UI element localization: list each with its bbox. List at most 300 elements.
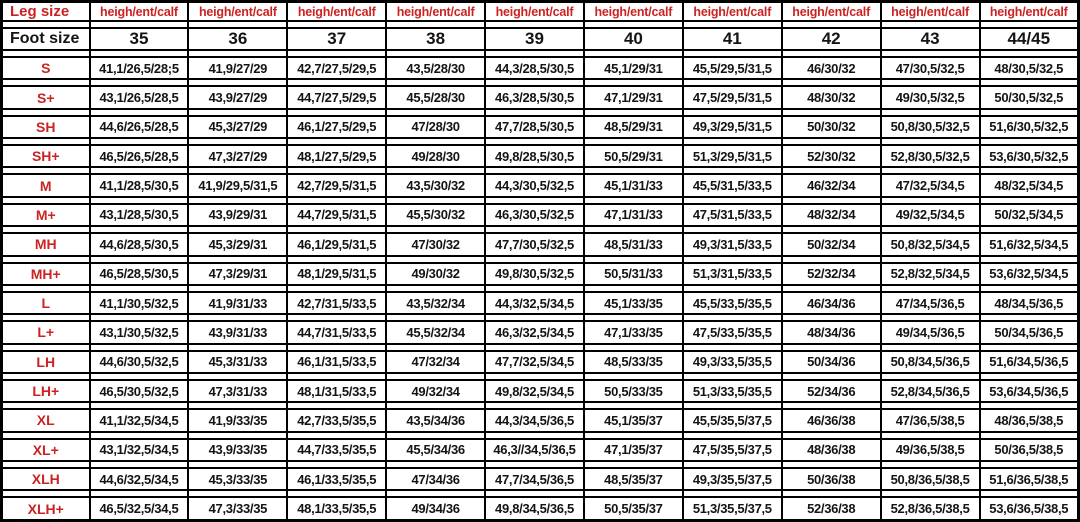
data-row [2,497,1079,520]
spacer-cell [2,490,90,497]
row-label: LH [2,351,90,373]
row-label: SH [2,116,90,138]
spacer-row [2,79,1079,86]
foot-size-value: 42 [782,28,881,50]
spacer-cell [980,167,1079,174]
spacer-cell [386,138,485,145]
data-row [2,468,1079,490]
spacer-cell [683,138,782,145]
row-label: M [2,174,90,196]
row-label: XL [2,409,90,431]
spacer-row [2,314,1079,321]
size-cell: 47,3/31/33 [188,380,287,402]
spacer-cell [881,461,980,468]
spacer-cell [287,314,386,321]
size-cell: 42,7/27,5/29,5 [287,57,386,79]
spacer-cell [683,226,782,233]
spacer-cell [782,285,881,292]
row-label: S+ [2,86,90,108]
size-cell: 48,5/31/33 [584,233,683,255]
foot-size-value: 44/45 [980,28,1079,50]
spacer-cell [782,167,881,174]
size-cell: 47,1/31/33 [584,204,683,226]
size-cell: 47,5/29,5/31,5 [683,86,782,108]
size-cell: 53,6/30,5/32,5 [980,145,1079,167]
size-cell: 50/32/34 [782,233,881,255]
size-cell: 46,1/31,5/33,5 [287,351,386,373]
leg-size-header: Leg size [2,2,90,22]
size-cell: 48/34/36 [782,321,881,343]
size-cell: 47/36,5/38,5 [881,409,980,431]
foot-size-value: 36 [188,28,287,50]
spacer-cell [485,197,584,204]
spacer-cell [485,50,584,57]
size-cell: 48/30,5/32,5 [980,57,1079,79]
spacer-cell [683,461,782,468]
foot-size-value: 43 [881,28,980,50]
spacer-cell [881,432,980,439]
spacer-cell [782,432,881,439]
size-cell: 43,1/28,5/30,5 [90,204,189,226]
foot-size-value: 40 [584,28,683,50]
size-cell: 46,3/32,5/34,5 [485,321,584,343]
size-cell: 46/30/32 [782,57,881,79]
spacer-cell [485,285,584,292]
spacer-cell [2,21,90,28]
spacer-cell [386,373,485,380]
spacer-cell [90,79,189,86]
spacer-cell [386,197,485,204]
spacer-cell [2,285,90,292]
spacer-cell [287,197,386,204]
size-cell: 44,6/28,5/30,5 [90,233,189,255]
spacer-cell [287,461,386,468]
size-cell: 43,9/31/33 [188,321,287,343]
size-cell: 46,3//34,5/36,5 [485,439,584,461]
size-cell: 48,1/31,5/33,5 [287,380,386,402]
foot-size-value: 38 [386,28,485,50]
spacer-cell [980,79,1079,86]
foot-size-value: 37 [287,28,386,50]
spacer-cell [2,373,90,380]
size-cell: 46/36/38 [782,409,881,431]
spacer-cell [980,344,1079,351]
size-cell: 48,5/29/31 [584,116,683,138]
spacer-cell [782,373,881,380]
size-cell: 41,1/26,5/28;5 [90,57,189,79]
measure-header: heigh/ent/calf [683,2,782,22]
spacer-cell [683,344,782,351]
size-cell: 47,1/33/35 [584,321,683,343]
spacer-cell [2,402,90,409]
spacer-cell [287,50,386,57]
measure-header: heigh/ent/calf [485,2,584,22]
size-cell: 45,5/29,5/31,5 [683,57,782,79]
size-cell: 45,3/31/33 [188,351,287,373]
data-row [2,116,1079,138]
size-cell: 51,6/36,5/38,5 [980,468,1079,490]
size-cell: 41,9/29,5/31,5 [188,174,287,196]
spacer-cell [386,432,485,439]
spacer-cell [584,79,683,86]
spacer-cell [782,50,881,57]
spacer-cell [683,197,782,204]
size-cell: 50/32,5/34,5 [980,204,1079,226]
size-cell: 43,5/30/32 [386,174,485,196]
row-label: SH+ [2,145,90,167]
spacer-cell [287,21,386,28]
spacer-cell [683,314,782,321]
spacer-cell [2,79,90,86]
data-row [2,263,1079,285]
spacer-cell [188,490,287,497]
foot-size-value: 41 [683,28,782,50]
spacer-cell [386,21,485,28]
spacer-cell [2,256,90,263]
size-cell: 45,5/33,5/35,5 [683,292,782,314]
spacer-cell [485,432,584,439]
spacer-cell [782,197,881,204]
size-cell: 44,3/34,5/36,5 [485,409,584,431]
spacer-cell [881,256,980,263]
data-row [2,409,1079,431]
size-cell: 49/34/36 [386,497,485,520]
spacer-cell [485,256,584,263]
size-cell: 50/36,5/38,5 [980,439,1079,461]
size-cell: 48/32/34 [782,204,881,226]
data-row [2,233,1079,255]
spacer-cell [584,109,683,116]
spacer-cell [188,402,287,409]
spacer-cell [287,432,386,439]
spacer-cell [782,256,881,263]
size-cell: 49/36,5/38,5 [881,439,980,461]
size-cell: 49,3/33,5/35,5 [683,351,782,373]
spacer-cell [782,344,881,351]
spacer-cell [980,461,1079,468]
size-cell: 49/34,5/36,5 [881,321,980,343]
size-cell: 47,5/33,5/35,5 [683,321,782,343]
spacer-cell [485,138,584,145]
row-label: MH+ [2,263,90,285]
spacer-row [2,402,1079,409]
size-cell: 45,5/35,5/37,5 [683,409,782,431]
spacer-cell [2,138,90,145]
size-cell: 44,6/32,5/34,5 [90,468,189,490]
spacer-cell [683,50,782,57]
spacer-cell [980,50,1079,57]
data-row [2,321,1079,343]
spacer-cell [287,138,386,145]
spacer-cell [287,226,386,233]
spacer-cell [881,21,980,28]
size-cell: 45,3/27/29 [188,116,287,138]
spacer-cell [881,167,980,174]
spacer-cell [2,167,90,174]
row-label: XLH+ [2,497,90,520]
spacer-cell [683,373,782,380]
foot-size-value: 35 [90,28,189,50]
data-row [2,86,1079,108]
size-cell: 45,5/28/30 [386,86,485,108]
size-cell: 43,5/28/30 [386,57,485,79]
size-cell: 48/36/38 [782,439,881,461]
spacer-cell [782,226,881,233]
spacer-cell [584,256,683,263]
measure-header: heigh/ent/calf [188,2,287,22]
spacer-cell [584,197,683,204]
spacer-cell [386,167,485,174]
data-row [2,204,1079,226]
spacer-cell [188,197,287,204]
size-cell: 48/30/32 [782,86,881,108]
spacer-cell [584,50,683,57]
spacer-cell [90,461,189,468]
spacer-cell [90,138,189,145]
spacer-cell [980,432,1079,439]
row-label: LH+ [2,380,90,402]
spacer-row [2,256,1079,263]
size-cell: 50,5/33/35 [584,380,683,402]
size-cell: 51,6/32,5/34,5 [980,233,1079,255]
size-cell: 50,5/35/37 [584,497,683,520]
size-cell: 48,1/27,5/29,5 [287,145,386,167]
spacer-cell [881,285,980,292]
spacer-row [2,461,1079,468]
spacer-cell [90,197,189,204]
spacer-cell [386,109,485,116]
size-cell: 49,8/30,5/32,5 [485,263,584,285]
spacer-cell [881,79,980,86]
spacer-cell [188,373,287,380]
size-cell: 43,1/30,5/32,5 [90,321,189,343]
size-cell: 52,8/30,5/32,5 [881,145,980,167]
spacer-cell [287,79,386,86]
size-cell: 50,8/32,5/34,5 [881,233,980,255]
spacer-cell [188,50,287,57]
data-row [2,439,1079,461]
foot-size-value: 39 [485,28,584,50]
size-cell: 51,3/35,5/37,5 [683,497,782,520]
spacer-cell [287,373,386,380]
size-cell: 46,5/32,5/34,5 [90,497,189,520]
spacer-cell [782,21,881,28]
spacer-cell [2,314,90,321]
size-cell: 48/34,5/36,5 [980,292,1079,314]
size-cell: 51,3/31,5/33,5 [683,263,782,285]
spacer-cell [980,490,1079,497]
size-cell: 51,6/34,5/36,5 [980,351,1079,373]
size-cell: 44,7/29,5/31,5 [287,204,386,226]
spacer-cell [980,402,1079,409]
size-cell: 43,9/33/35 [188,439,287,461]
size-cell: 48,5/33/35 [584,351,683,373]
size-cell: 42,7/31,5/33,5 [287,292,386,314]
size-cell: 45,5/32/34 [386,321,485,343]
spacer-cell [485,21,584,28]
spacer-cell [881,490,980,497]
size-cell: 47,7/30,5/32,5 [485,233,584,255]
spacer-row [2,226,1079,233]
spacer-cell [386,490,485,497]
row-label: XLH [2,468,90,490]
spacer-cell [584,226,683,233]
spacer-cell [188,432,287,439]
size-cell: 44,3/28,5/30,5 [485,57,584,79]
size-cell: 45,5/34/36 [386,439,485,461]
size-cell: 44,3/32,5/34,5 [485,292,584,314]
size-cell: 47/32,5/34,5 [881,174,980,196]
measure-header: heigh/ent/calf [782,2,881,22]
spacer-cell [188,138,287,145]
size-cell: 46/32/34 [782,174,881,196]
size-cell: 45,3/33/35 [188,468,287,490]
size-cell: 44,7/33,5/35,5 [287,439,386,461]
spacer-cell [881,402,980,409]
spacer-cell [2,197,90,204]
spacer-cell [188,461,287,468]
spacer-cell [584,373,683,380]
row-label: M+ [2,204,90,226]
spacer-cell [287,344,386,351]
size-cell: 50/30/32 [782,116,881,138]
spacer-cell [683,167,782,174]
size-cell: 42,7/29,5/31,5 [287,174,386,196]
size-cell: 43,1/26,5/28,5 [90,86,189,108]
spacer-cell [485,373,584,380]
size-cell: 45,1/31/33 [584,174,683,196]
size-cell: 49,8/34,5/36,5 [485,497,584,520]
spacer-row [2,138,1079,145]
spacer-cell [386,314,485,321]
spacer-cell [782,79,881,86]
spacer-cell [584,490,683,497]
size-cell: 50/34/36 [782,351,881,373]
size-cell: 43,1/32,5/34,5 [90,439,189,461]
row-label: S [2,57,90,79]
spacer-cell [683,21,782,28]
size-chart-head [2,2,1079,51]
size-cell: 50,8/36,5/38,5 [881,468,980,490]
size-cell: 49,8/28,5/30,5 [485,145,584,167]
size-cell: 50,5/29/31 [584,145,683,167]
data-row [2,145,1079,167]
spacer-cell [584,167,683,174]
spacer-cell [485,402,584,409]
size-cell: 44,7/31,5/33,5 [287,321,386,343]
spacer-cell [485,461,584,468]
size-cell: 44,7/27,5/29,5 [287,86,386,108]
size-cell: 47,1/35/37 [584,439,683,461]
size-cell: 52,8/32,5/34,5 [881,263,980,285]
spacer-row [2,344,1079,351]
size-cell: 46,3/28,5/30,5 [485,86,584,108]
size-cell: 43,5/32/34 [386,292,485,314]
spacer-cell [881,109,980,116]
size-cell: 45,5/30/32 [386,204,485,226]
size-cell: 50,8/30,5/32,5 [881,116,980,138]
spacer-cell [683,285,782,292]
foot-size-header: Foot size [2,28,90,50]
spacer-cell [287,285,386,292]
data-row [2,174,1079,196]
spacer-row [2,21,1079,28]
size-cell: 49/30/32 [386,263,485,285]
size-cell: 46,1/33,5/35,5 [287,468,386,490]
spacer-cell [584,138,683,145]
size-cell: 47,5/35,5/37,5 [683,439,782,461]
size-cell: 44,3/30,5/32,5 [485,174,584,196]
spacer-cell [485,109,584,116]
spacer-cell [584,402,683,409]
spacer-cell [188,344,287,351]
measure-header: heigh/ent/calf [386,2,485,22]
spacer-cell [90,490,189,497]
size-cell: 47,3/27/29 [188,145,287,167]
spacer-cell [881,138,980,145]
size-cell: 41,1/28,5/30,5 [90,174,189,196]
size-cell: 45,1/29/31 [584,57,683,79]
size-cell: 49/30,5/32,5 [881,86,980,108]
size-cell: 52/36/38 [782,497,881,520]
spacer-cell [782,402,881,409]
row-label: L+ [2,321,90,343]
spacer-cell [683,490,782,497]
size-cell: 49,3/35,5/37,5 [683,468,782,490]
size-cell: 41,1/32,5/34,5 [90,409,189,431]
spacer-cell [980,314,1079,321]
size-cell: 50/34,5/36,5 [980,321,1079,343]
size-cell: 48/36,5/38,5 [980,409,1079,431]
spacer-cell [584,432,683,439]
size-cell: 46,5/28,5/30,5 [90,263,189,285]
size-cell: 50/30,5/32,5 [980,86,1079,108]
size-cell: 46/34/36 [782,292,881,314]
data-row [2,380,1079,402]
size-cell: 50,5/31/33 [584,263,683,285]
size-cell: 48/32,5/34,5 [980,174,1079,196]
spacer-row [2,197,1079,204]
size-cell: 46,5/30,5/32,5 [90,380,189,402]
spacer-cell [188,256,287,263]
size-cell: 49/32/34 [386,380,485,402]
measure-header: heigh/ent/calf [90,2,189,22]
size-cell: 47,5/31,5/33,5 [683,204,782,226]
spacer-cell [287,167,386,174]
size-cell: 52/30/32 [782,145,881,167]
spacer-cell [683,256,782,263]
spacer-cell [980,256,1079,263]
spacer-cell [584,314,683,321]
size-cell: 46,5/26,5/28,5 [90,145,189,167]
spacer-cell [683,109,782,116]
spacer-cell [287,256,386,263]
size-cell: 52,8/34,5/36,5 [881,380,980,402]
spacer-cell [881,226,980,233]
spacer-cell [188,21,287,28]
size-cell: 49,8/32,5/34,5 [485,380,584,402]
data-row [2,57,1079,79]
spacer-cell [90,344,189,351]
spacer-cell [683,79,782,86]
size-cell: 45,1/33/35 [584,292,683,314]
size-cell: 43,9/27/29 [188,86,287,108]
spacer-cell [2,109,90,116]
spacer-cell [2,50,90,57]
size-cell: 48,1/33,5/35,5 [287,497,386,520]
measure-header: heigh/ent/calf [881,2,980,22]
spacer-cell [782,138,881,145]
